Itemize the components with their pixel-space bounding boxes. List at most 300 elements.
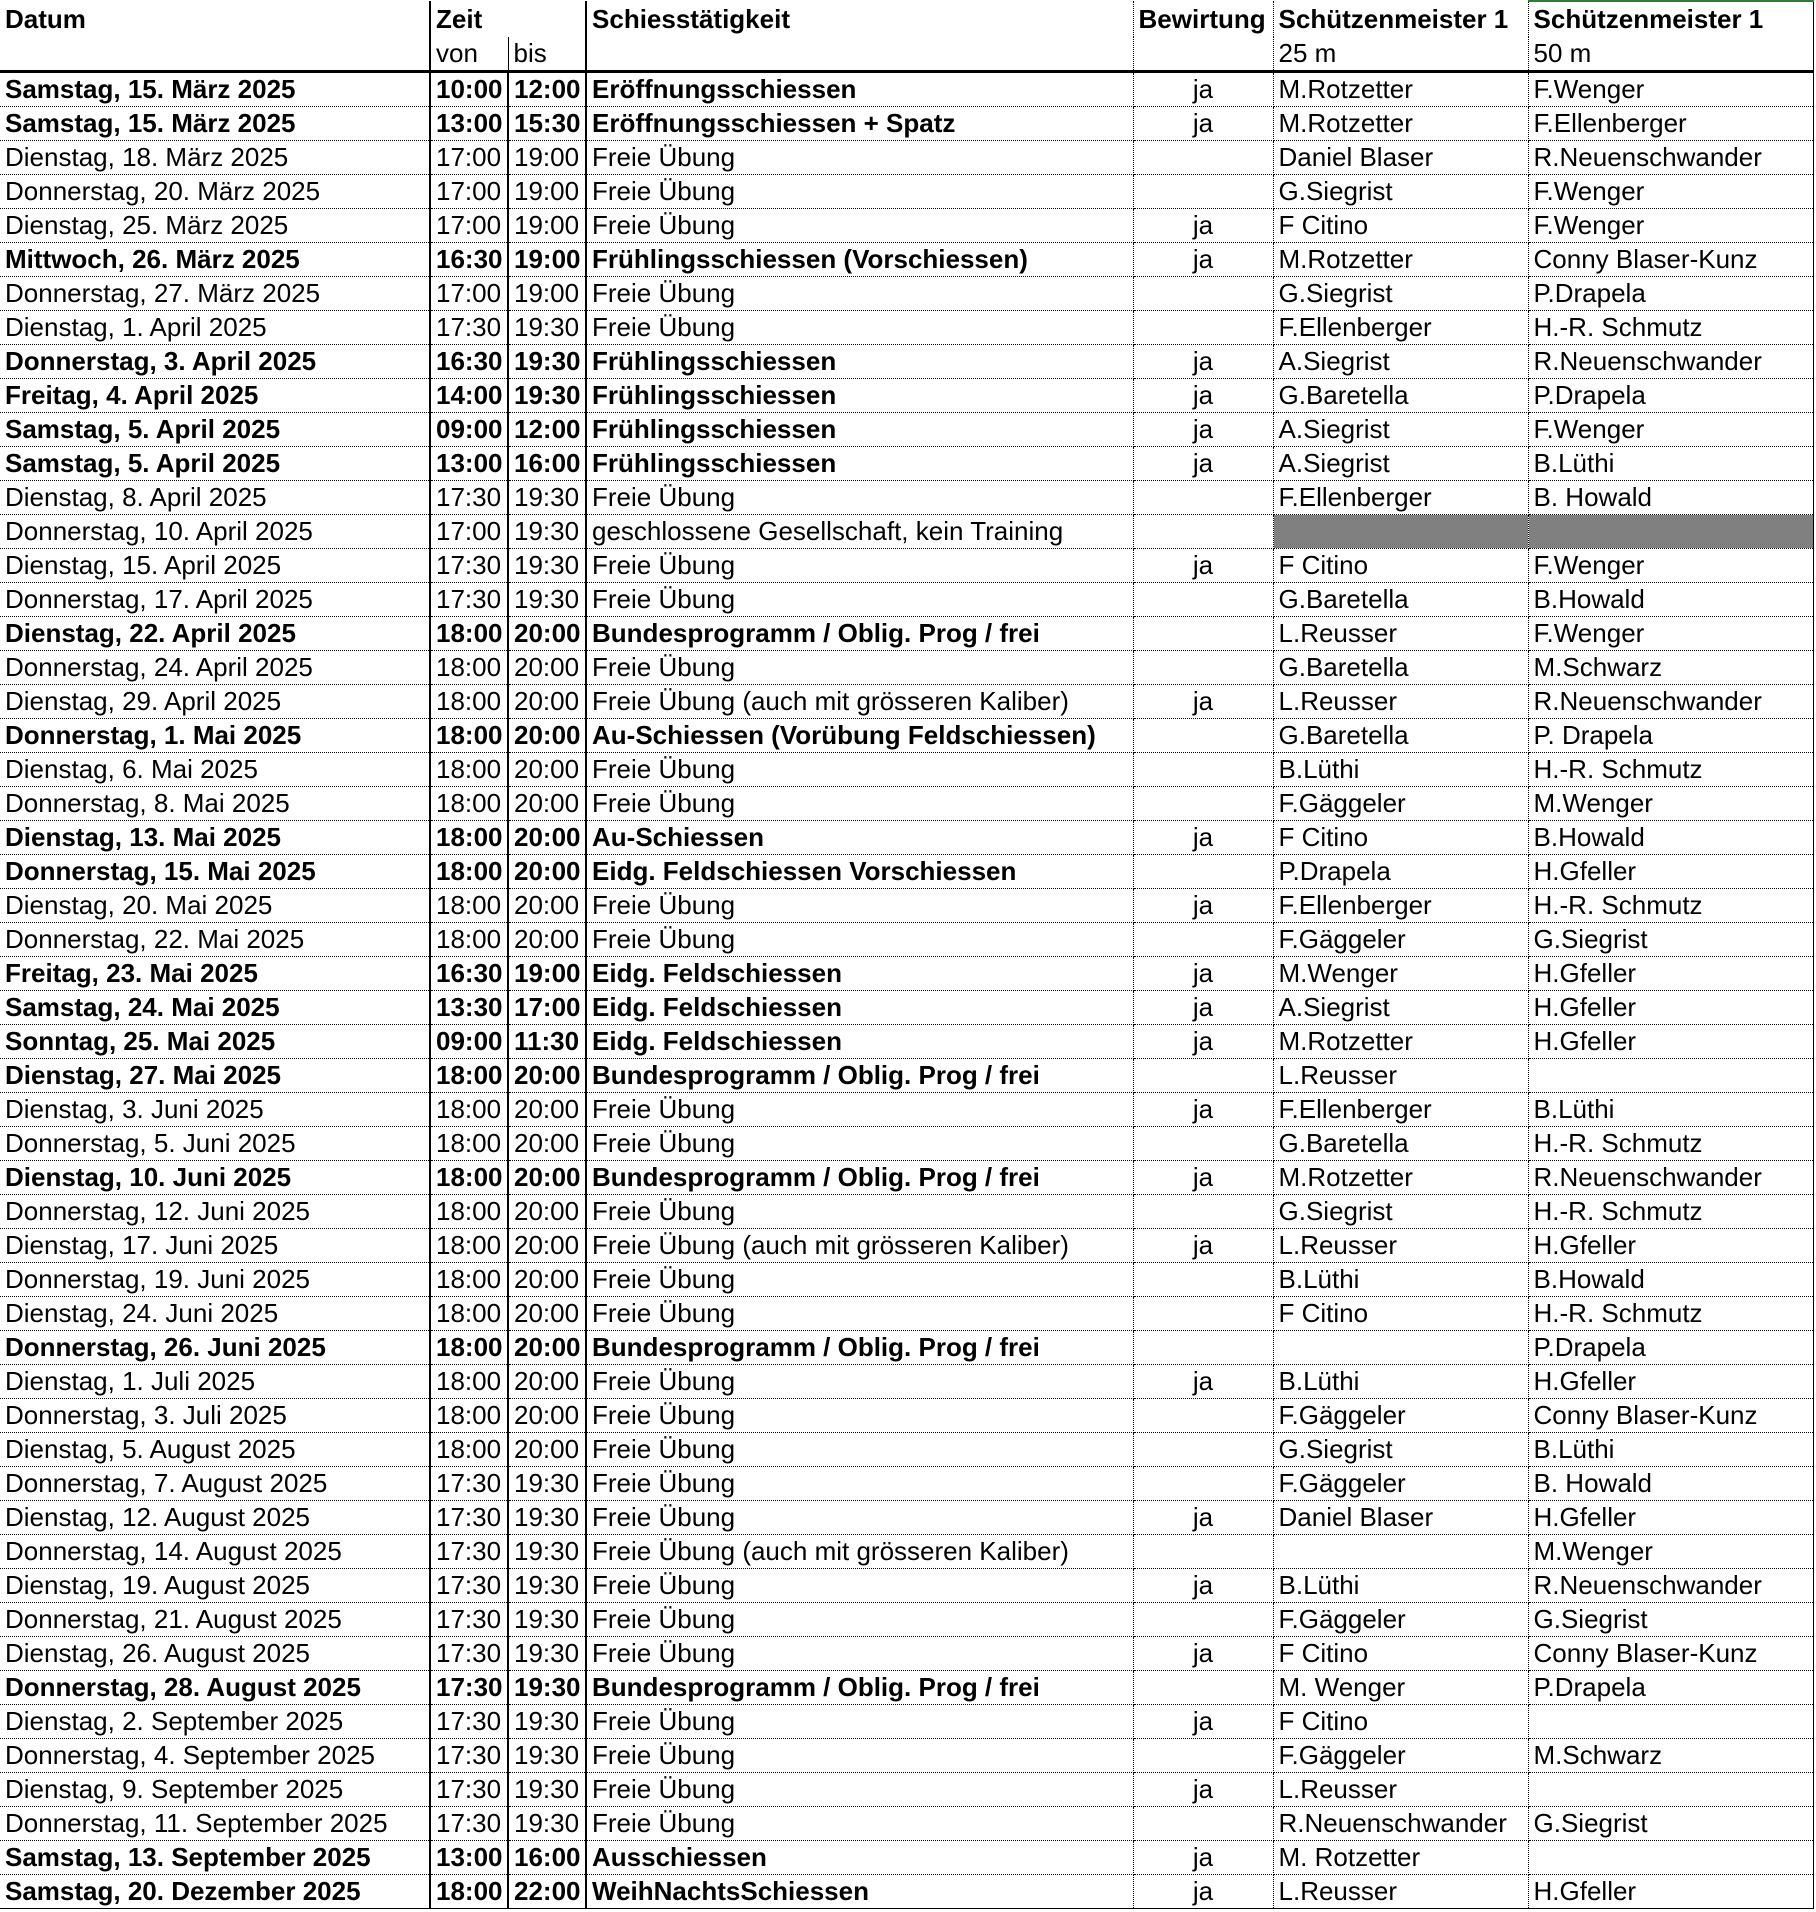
datum-cell[interactable]: Samstag, 5. April 2025	[0, 413, 430, 447]
schuetzenmeister-25m-cell[interactable]: G.Baretella	[1273, 1127, 1528, 1161]
bewirtung-cell[interactable]	[1133, 787, 1273, 821]
bewirtung-cell[interactable]	[1133, 1297, 1273, 1331]
end-time-cell[interactable]: 20:00	[508, 1127, 586, 1161]
activity-cell[interactable]: Freie Übung	[586, 1433, 1133, 1467]
activity-cell[interactable]: Freie Übung	[586, 651, 1133, 685]
end-time-cell[interactable]: 20:00	[508, 685, 586, 719]
activity-cell[interactable]: Freie Übung	[586, 1705, 1133, 1739]
schuetzenmeister-25m-cell[interactable]: L.Reusser	[1273, 1229, 1528, 1263]
bewirtung-cell[interactable]	[1133, 583, 1273, 617]
bewirtung-cell[interactable]: ja	[1133, 1705, 1273, 1739]
activity-cell[interactable]: Frühlingsschiessen	[586, 447, 1133, 481]
schuetzenmeister-25m-cell[interactable]: L.Reusser	[1273, 1875, 1528, 1909]
end-time-cell[interactable]: 19:30	[508, 311, 586, 345]
bewirtung-cell[interactable]: ja	[1133, 889, 1273, 923]
datum-cell[interactable]: Dienstag, 26. August 2025	[0, 1637, 430, 1671]
schuetzenmeister-50m-cell[interactable]: F.Wenger	[1528, 617, 1813, 651]
end-time-cell[interactable]: 19:30	[508, 1705, 586, 1739]
datum-cell[interactable]: Freitag, 4. April 2025	[0, 379, 430, 413]
start-time-cell[interactable]: 18:00	[430, 1875, 508, 1909]
schuetzenmeister-50m-cell[interactable]: B. Howald	[1528, 1467, 1813, 1501]
activity-cell[interactable]: Bundesprogramm / Oblig. Prog / frei	[586, 1059, 1133, 1093]
start-time-cell[interactable]: 17:00	[430, 277, 508, 311]
schuetzenmeister-25m-cell[interactable]: F.Gäggeler	[1273, 1603, 1528, 1637]
schuetzenmeister-50m-cell[interactable]: Conny Blaser-Kunz	[1528, 243, 1813, 277]
start-time-cell[interactable]: 18:00	[430, 1433, 508, 1467]
schuetzenmeister-25m-cell[interactable]: G.Siegrist	[1273, 1195, 1528, 1229]
datum-cell[interactable]: Donnerstag, 14. August 2025	[0, 1535, 430, 1569]
activity-cell[interactable]: WeihNachtsSchiessen	[586, 1875, 1133, 1909]
bewirtung-cell[interactable]	[1133, 1399, 1273, 1433]
bewirtung-cell[interactable]	[1133, 651, 1273, 685]
schuetzenmeister-25m-cell[interactable]: F.Ellenberger	[1273, 1093, 1528, 1127]
activity-cell[interactable]: Frühlingsschiessen	[586, 345, 1133, 379]
schuetzenmeister-25m-cell[interactable]: F Citino	[1273, 821, 1528, 855]
bewirtung-cell[interactable]	[1133, 311, 1273, 345]
schuetzenmeister-25m-cell[interactable]: A.Siegrist	[1273, 345, 1528, 379]
start-time-cell[interactable]: 16:30	[430, 345, 508, 379]
end-time-cell[interactable]: 19:30	[508, 1535, 586, 1569]
schuetzenmeister-25m-cell[interactable]: F Citino	[1273, 1297, 1528, 1331]
schuetzenmeister-50m-cell[interactable]: H.Gfeller	[1528, 1875, 1813, 1909]
activity-cell[interactable]: Ausschiessen	[586, 1841, 1133, 1875]
schuetzenmeister-25m-cell[interactable]	[1273, 515, 1528, 549]
end-time-cell[interactable]: 20:00	[508, 1399, 586, 1433]
schuetzenmeister-50m-cell[interactable]: F.Wenger	[1528, 413, 1813, 447]
bewirtung-cell[interactable]	[1133, 1739, 1273, 1773]
schuetzenmeister-25m-cell[interactable]: F.Gäggeler	[1273, 1467, 1528, 1501]
bewirtung-cell[interactable]: ja	[1133, 379, 1273, 413]
activity-cell[interactable]: Freie Übung	[586, 1365, 1133, 1399]
schuetzenmeister-25m-cell[interactable]: F.Gäggeler	[1273, 1739, 1528, 1773]
datum-cell[interactable]: Dienstag, 2. September 2025	[0, 1705, 430, 1739]
activity-cell[interactable]: Au-Schiessen	[586, 821, 1133, 855]
schuetzenmeister-25m-cell[interactable]: F Citino	[1273, 1637, 1528, 1671]
end-time-cell[interactable]: 19:30	[508, 1637, 586, 1671]
schuetzenmeister-25m-cell[interactable]: Daniel Blaser	[1273, 1501, 1528, 1535]
end-time-cell[interactable]: 20:00	[508, 651, 586, 685]
schuetzenmeister-50m-cell[interactable]	[1528, 1841, 1813, 1875]
activity-cell[interactable]: Freie Übung	[586, 549, 1133, 583]
start-time-cell[interactable]: 17:30	[430, 1501, 508, 1535]
bewirtung-cell[interactable]	[1133, 753, 1273, 787]
bewirtung-cell[interactable]	[1133, 515, 1273, 549]
schuetzenmeister-50m-cell[interactable]: G.Siegrist	[1528, 1603, 1813, 1637]
end-time-cell[interactable]: 20:00	[508, 1229, 586, 1263]
schuetzenmeister-50m-cell[interactable]	[1528, 1705, 1813, 1739]
header-datum[interactable]: Datum	[0, 1, 430, 37]
start-time-cell[interactable]: 18:00	[430, 1059, 508, 1093]
schuetzenmeister-25m-cell[interactable]: L.Reusser	[1273, 1773, 1528, 1807]
schuetzenmeister-50m-cell[interactable]: F.Wenger	[1528, 209, 1813, 243]
datum-cell[interactable]: Donnerstag, 28. August 2025	[0, 1671, 430, 1705]
end-time-cell[interactable]: 12:00	[508, 413, 586, 447]
end-time-cell[interactable]: 20:00	[508, 1331, 586, 1365]
subheader-bewirtung[interactable]	[1133, 37, 1273, 72]
schuetzenmeister-25m-cell[interactable]: F Citino	[1273, 209, 1528, 243]
start-time-cell[interactable]: 18:00	[430, 617, 508, 651]
datum-cell[interactable]: Samstag, 15. März 2025	[0, 107, 430, 141]
start-time-cell[interactable]: 17:30	[430, 549, 508, 583]
bewirtung-cell[interactable]: ja	[1133, 1229, 1273, 1263]
schuetzenmeister-50m-cell[interactable]: R.Neuenschwander	[1528, 1569, 1813, 1603]
schuetzenmeister-25m-cell[interactable]: A.Siegrist	[1273, 447, 1528, 481]
schuetzenmeister-50m-cell[interactable]	[1528, 515, 1813, 549]
start-time-cell[interactable]: 18:00	[430, 1195, 508, 1229]
schuetzenmeister-25m-cell[interactable]: M.Rotzetter	[1273, 1025, 1528, 1059]
datum-cell[interactable]: Freitag, 23. Mai 2025	[0, 957, 430, 991]
schuetzenmeister-50m-cell[interactable]: R.Neuenschwander	[1528, 685, 1813, 719]
schuetzenmeister-25m-cell[interactable]: B.Lüthi	[1273, 753, 1528, 787]
bewirtung-cell[interactable]: ja	[1133, 1501, 1273, 1535]
datum-cell[interactable]: Donnerstag, 4. September 2025	[0, 1739, 430, 1773]
activity-cell[interactable]: Eidg. Feldschiessen Vorschiessen	[586, 855, 1133, 889]
activity-cell[interactable]: Freie Übung	[586, 175, 1133, 209]
activity-cell[interactable]: geschlossene Gesellschaft, kein Training	[586, 515, 1133, 549]
start-time-cell[interactable]: 17:30	[430, 583, 508, 617]
schuetzenmeister-25m-cell[interactable]: F.Ellenberger	[1273, 311, 1528, 345]
bewirtung-cell[interactable]	[1133, 1467, 1273, 1501]
datum-cell[interactable]: Donnerstag, 24. April 2025	[0, 651, 430, 685]
datum-cell[interactable]: Dienstag, 3. Juni 2025	[0, 1093, 430, 1127]
end-time-cell[interactable]: 19:00	[508, 243, 586, 277]
schuetzenmeister-50m-cell[interactable]: H.Gfeller	[1528, 957, 1813, 991]
datum-cell[interactable]: Dienstag, 29. April 2025	[0, 685, 430, 719]
datum-cell[interactable]: Dienstag, 13. Mai 2025	[0, 821, 430, 855]
bewirtung-cell[interactable]	[1133, 277, 1273, 311]
activity-cell[interactable]: Freie Übung	[586, 1773, 1133, 1807]
end-time-cell[interactable]: 20:00	[508, 1059, 586, 1093]
activity-cell[interactable]: Freie Übung	[586, 1093, 1133, 1127]
end-time-cell[interactable]: 19:00	[508, 175, 586, 209]
schuetzenmeister-50m-cell[interactable]: M.Schwarz	[1528, 1739, 1813, 1773]
schuetzenmeister-50m-cell[interactable]: H.-R. Schmutz	[1528, 311, 1813, 345]
datum-cell[interactable]: Donnerstag, 19. Juni 2025	[0, 1263, 430, 1297]
start-time-cell[interactable]: 18:00	[430, 685, 508, 719]
bewirtung-cell[interactable]: ja	[1133, 1093, 1273, 1127]
datum-cell[interactable]: Donnerstag, 21. August 2025	[0, 1603, 430, 1637]
schuetzenmeister-25m-cell[interactable]	[1273, 1535, 1528, 1569]
end-time-cell[interactable]: 19:30	[508, 1671, 586, 1705]
end-time-cell[interactable]: 22:00	[508, 1875, 586, 1909]
bewirtung-cell[interactable]: ja	[1133, 1841, 1273, 1875]
end-time-cell[interactable]: 19:00	[508, 277, 586, 311]
schuetzenmeister-25m-cell[interactable]: G.Baretella	[1273, 719, 1528, 753]
schuetzenmeister-50m-cell[interactable]: H.Gfeller	[1528, 855, 1813, 889]
end-time-cell[interactable]: 20:00	[508, 753, 586, 787]
end-time-cell[interactable]: 20:00	[508, 923, 586, 957]
activity-cell[interactable]: Freie Übung	[586, 787, 1133, 821]
header-sm1-50[interactable]: Schützenmeister 1	[1528, 1, 1813, 37]
bewirtung-cell[interactable]	[1133, 1059, 1273, 1093]
start-time-cell[interactable]: 16:30	[430, 243, 508, 277]
end-time-cell[interactable]: 17:00	[508, 991, 586, 1025]
end-time-cell[interactable]: 20:00	[508, 1263, 586, 1297]
start-time-cell[interactable]: 17:30	[430, 1603, 508, 1637]
datum-cell[interactable]: Dienstag, 20. Mai 2025	[0, 889, 430, 923]
bewirtung-cell[interactable]: ja	[1133, 345, 1273, 379]
end-time-cell[interactable]: 19:30	[508, 345, 586, 379]
header-bewirtung[interactable]: Bewirtung	[1133, 1, 1273, 37]
activity-cell[interactable]: Bundesprogramm / Oblig. Prog / frei	[586, 1671, 1133, 1705]
end-time-cell[interactable]: 19:30	[508, 549, 586, 583]
schuetzenmeister-50m-cell[interactable]: H.Gfeller	[1528, 991, 1813, 1025]
header-bis[interactable]: bis	[508, 37, 586, 72]
start-time-cell[interactable]: 18:00	[430, 651, 508, 685]
start-time-cell[interactable]: 18:00	[430, 787, 508, 821]
activity-cell[interactable]: Frühlingsschiessen	[586, 413, 1133, 447]
start-time-cell[interactable]: 18:00	[430, 1161, 508, 1195]
activity-cell[interactable]: Freie Übung	[586, 1263, 1133, 1297]
schuetzenmeister-50m-cell[interactable]: Conny Blaser-Kunz	[1528, 1399, 1813, 1433]
header-sm1-25-sub[interactable]: 25 m	[1273, 37, 1528, 72]
bewirtung-cell[interactable]: ja	[1133, 1025, 1273, 1059]
schuetzenmeister-50m-cell[interactable]: H.Gfeller	[1528, 1229, 1813, 1263]
end-time-cell[interactable]: 19:30	[508, 1569, 586, 1603]
schuetzenmeister-50m-cell[interactable]: R.Neuenschwander	[1528, 141, 1813, 175]
datum-cell[interactable]: Dienstag, 1. April 2025	[0, 311, 430, 345]
datum-cell[interactable]: Samstag, 24. Mai 2025	[0, 991, 430, 1025]
end-time-cell[interactable]: 20:00	[508, 787, 586, 821]
start-time-cell[interactable]: 17:30	[430, 1705, 508, 1739]
start-time-cell[interactable]: 18:00	[430, 1093, 508, 1127]
activity-cell[interactable]: Freie Übung	[586, 311, 1133, 345]
header-zeit[interactable]: Zeit	[430, 1, 586, 37]
schuetzenmeister-25m-cell[interactable]: M.Rotzetter	[1273, 72, 1528, 107]
activity-cell[interactable]: Freie Übung	[586, 1467, 1133, 1501]
end-time-cell[interactable]: 19:30	[508, 1603, 586, 1637]
datum-cell[interactable]: Donnerstag, 8. Mai 2025	[0, 787, 430, 821]
schuetzenmeister-25m-cell[interactable]: M.Rotzetter	[1273, 107, 1528, 141]
schuetzenmeister-50m-cell[interactable]: G.Siegrist	[1528, 1807, 1813, 1841]
schuetzenmeister-50m-cell[interactable]: H.-R. Schmutz	[1528, 889, 1813, 923]
bewirtung-cell[interactable]: ja	[1133, 1161, 1273, 1195]
end-time-cell[interactable]: 16:00	[508, 1841, 586, 1875]
bewirtung-cell[interactable]: ja	[1133, 413, 1273, 447]
schuetzenmeister-50m-cell[interactable]: P.Drapela	[1528, 1331, 1813, 1365]
activity-cell[interactable]: Au-Schiessen (Vorübung Feldschiessen)	[586, 719, 1133, 753]
start-time-cell[interactable]: 17:30	[430, 1637, 508, 1671]
activity-cell[interactable]: Freie Übung	[586, 923, 1133, 957]
start-time-cell[interactable]: 18:00	[430, 923, 508, 957]
bewirtung-cell[interactable]	[1133, 719, 1273, 753]
schuetzenmeister-50m-cell[interactable]: B.Lüthi	[1528, 1093, 1813, 1127]
bewirtung-cell[interactable]: ja	[1133, 991, 1273, 1025]
start-time-cell[interactable]: 17:30	[430, 1535, 508, 1569]
datum-cell[interactable]: Donnerstag, 17. April 2025	[0, 583, 430, 617]
datum-cell[interactable]: Samstag, 15. März 2025	[0, 72, 430, 107]
datum-cell[interactable]: Donnerstag, 26. Juni 2025	[0, 1331, 430, 1365]
activity-cell[interactable]: Eröffnungsschiessen	[586, 72, 1133, 107]
bewirtung-cell[interactable]	[1133, 1807, 1273, 1841]
start-time-cell[interactable]: 17:30	[430, 1671, 508, 1705]
datum-cell[interactable]: Dienstag, 24. Juni 2025	[0, 1297, 430, 1331]
datum-cell[interactable]: Donnerstag, 22. Mai 2025	[0, 923, 430, 957]
schuetzenmeister-25m-cell[interactable]: A.Siegrist	[1273, 991, 1528, 1025]
bewirtung-cell[interactable]: ja	[1133, 447, 1273, 481]
bewirtung-cell[interactable]: ja	[1133, 72, 1273, 107]
schuetzenmeister-25m-cell[interactable]: M. Wenger	[1273, 1671, 1528, 1705]
start-time-cell[interactable]: 17:00	[430, 141, 508, 175]
datum-cell[interactable]: Dienstag, 19. August 2025	[0, 1569, 430, 1603]
schuetzenmeister-50m-cell[interactable]: F.Wenger	[1528, 175, 1813, 209]
activity-cell[interactable]: Eidg. Feldschiessen	[586, 957, 1133, 991]
datum-cell[interactable]: Donnerstag, 3. Juli 2025	[0, 1399, 430, 1433]
activity-cell[interactable]: Bundesprogramm / Oblig. Prog / frei	[586, 1161, 1133, 1195]
schuetzenmeister-50m-cell[interactable]: H.Gfeller	[1528, 1501, 1813, 1535]
start-time-cell[interactable]: 17:00	[430, 175, 508, 209]
subheader-activity[interactable]	[586, 37, 1133, 72]
activity-cell[interactable]: Freie Übung	[586, 277, 1133, 311]
subheader-datum[interactable]	[0, 37, 430, 72]
end-time-cell[interactable]: 20:00	[508, 1297, 586, 1331]
end-time-cell[interactable]: 20:00	[508, 1093, 586, 1127]
bewirtung-cell[interactable]: ja	[1133, 549, 1273, 583]
end-time-cell[interactable]: 19:30	[508, 481, 586, 515]
datum-cell[interactable]: Dienstag, 17. Juni 2025	[0, 1229, 430, 1263]
schuetzenmeister-50m-cell[interactable]: M.Wenger	[1528, 787, 1813, 821]
schuetzenmeister-25m-cell[interactable]: G.Baretella	[1273, 379, 1528, 413]
datum-cell[interactable]: Dienstag, 8. April 2025	[0, 481, 430, 515]
bewirtung-cell[interactable]	[1133, 1671, 1273, 1705]
start-time-cell[interactable]: 13:00	[430, 107, 508, 141]
start-time-cell[interactable]: 17:00	[430, 209, 508, 243]
start-time-cell[interactable]: 18:00	[430, 855, 508, 889]
end-time-cell[interactable]: 19:30	[508, 1501, 586, 1535]
bewirtung-cell[interactable]: ja	[1133, 107, 1273, 141]
schuetzenmeister-25m-cell[interactable]: F.Ellenberger	[1273, 889, 1528, 923]
activity-cell[interactable]: Freie Übung	[586, 141, 1133, 175]
schuetzenmeister-50m-cell[interactable]: B.Lüthi	[1528, 447, 1813, 481]
datum-cell[interactable]: Sonntag, 25. Mai 2025	[0, 1025, 430, 1059]
start-time-cell[interactable]: 16:30	[430, 957, 508, 991]
start-time-cell[interactable]: 18:00	[430, 1127, 508, 1161]
end-time-cell[interactable]: 19:00	[508, 209, 586, 243]
schuetzenmeister-50m-cell[interactable]: P. Drapela	[1528, 719, 1813, 753]
schuetzenmeister-25m-cell[interactable]: G.Siegrist	[1273, 1433, 1528, 1467]
schuetzenmeister-25m-cell[interactable]: F.Gäggeler	[1273, 923, 1528, 957]
end-time-cell[interactable]: 19:00	[508, 141, 586, 175]
schuetzenmeister-25m-cell[interactable]: F.Gäggeler	[1273, 787, 1528, 821]
bewirtung-cell[interactable]: ja	[1133, 821, 1273, 855]
activity-cell[interactable]: Frühlingsschiessen	[586, 379, 1133, 413]
start-time-cell[interactable]: 18:00	[430, 1365, 508, 1399]
schuetzenmeister-25m-cell[interactable]: P.Drapela	[1273, 855, 1528, 889]
activity-cell[interactable]: Bundesprogramm / Oblig. Prog / frei	[586, 617, 1133, 651]
activity-cell[interactable]: Freie Übung	[586, 1807, 1133, 1841]
datum-cell[interactable]: Dienstag, 12. August 2025	[0, 1501, 430, 1535]
bewirtung-cell[interactable]	[1133, 1195, 1273, 1229]
datum-cell[interactable]: Samstag, 13. September 2025	[0, 1841, 430, 1875]
activity-cell[interactable]: Eidg. Feldschiessen	[586, 991, 1133, 1025]
schuetzenmeister-50m-cell[interactable]: M.Wenger	[1528, 1535, 1813, 1569]
start-time-cell[interactable]: 17:30	[430, 1569, 508, 1603]
activity-cell[interactable]: Freie Übung	[586, 209, 1133, 243]
bewirtung-cell[interactable]	[1133, 141, 1273, 175]
schuetzenmeister-50m-cell[interactable]: P.Drapela	[1528, 1671, 1813, 1705]
datum-cell[interactable]: Donnerstag, 7. August 2025	[0, 1467, 430, 1501]
schuetzenmeister-25m-cell[interactable]: G.Siegrist	[1273, 175, 1528, 209]
activity-cell[interactable]: Freie Übung	[586, 583, 1133, 617]
header-von[interactable]: von	[430, 37, 508, 72]
end-time-cell[interactable]: 20:00	[508, 821, 586, 855]
start-time-cell[interactable]: 17:30	[430, 1467, 508, 1501]
datum-cell[interactable]: Donnerstag, 10. April 2025	[0, 515, 430, 549]
activity-cell[interactable]: Freie Übung	[586, 1501, 1133, 1535]
start-time-cell[interactable]: 17:30	[430, 1807, 508, 1841]
bewirtung-cell[interactable]	[1133, 1331, 1273, 1365]
activity-cell[interactable]: Eidg. Feldschiessen	[586, 1025, 1133, 1059]
start-time-cell[interactable]: 13:30	[430, 991, 508, 1025]
bewirtung-cell[interactable]	[1133, 1127, 1273, 1161]
schuetzenmeister-25m-cell[interactable]: F.Gäggeler	[1273, 1399, 1528, 1433]
start-time-cell[interactable]: 18:00	[430, 1331, 508, 1365]
schuetzenmeister-50m-cell[interactable]: F.Wenger	[1528, 72, 1813, 107]
schuetzenmeister-25m-cell[interactable]: M.Rotzetter	[1273, 243, 1528, 277]
schuetzenmeister-50m-cell[interactable]: F.Ellenberger	[1528, 107, 1813, 141]
datum-cell[interactable]: Dienstag, 15. April 2025	[0, 549, 430, 583]
datum-cell[interactable]: Donnerstag, 27. März 2025	[0, 277, 430, 311]
end-time-cell[interactable]: 20:00	[508, 1161, 586, 1195]
schuetzenmeister-50m-cell[interactable]: B.Howald	[1528, 1263, 1813, 1297]
end-time-cell[interactable]: 19:30	[508, 379, 586, 413]
bewirtung-cell[interactable]: ja	[1133, 1875, 1273, 1909]
end-time-cell[interactable]: 20:00	[508, 855, 586, 889]
datum-cell[interactable]: Donnerstag, 11. September 2025	[0, 1807, 430, 1841]
datum-cell[interactable]: Dienstag, 6. Mai 2025	[0, 753, 430, 787]
datum-cell[interactable]: Donnerstag, 3. April 2025	[0, 345, 430, 379]
activity-cell[interactable]: Freie Übung (auch mit grösseren Kaliber)	[586, 1229, 1133, 1263]
schuetzenmeister-50m-cell[interactable]: G.Siegrist	[1528, 923, 1813, 957]
schuetzenmeister-25m-cell[interactable]: G.Siegrist	[1273, 277, 1528, 311]
schuetzenmeister-25m-cell[interactable]: B.Lüthi	[1273, 1365, 1528, 1399]
activity-cell[interactable]: Freie Übung	[586, 753, 1133, 787]
activity-cell[interactable]: Freie Übung	[586, 1195, 1133, 1229]
start-time-cell[interactable]: 18:00	[430, 1263, 508, 1297]
schuetzenmeister-25m-cell[interactable]	[1273, 1331, 1528, 1365]
header-sm1-50-sub[interactable]: 50 m	[1528, 37, 1813, 72]
header-activity[interactable]: Schiesstätigkeit	[586, 1, 1133, 37]
activity-cell[interactable]: Freie Übung	[586, 1297, 1133, 1331]
end-time-cell[interactable]: 19:30	[508, 1467, 586, 1501]
bewirtung-cell[interactable]: ja	[1133, 1637, 1273, 1671]
start-time-cell[interactable]: 09:00	[430, 1025, 508, 1059]
schuetzenmeister-50m-cell[interactable]: P.Drapela	[1528, 379, 1813, 413]
datum-cell[interactable]: Donnerstag, 15. Mai 2025	[0, 855, 430, 889]
datum-cell[interactable]: Donnerstag, 5. Juni 2025	[0, 1127, 430, 1161]
activity-cell[interactable]: Freie Übung	[586, 1739, 1133, 1773]
start-time-cell[interactable]: 09:00	[430, 413, 508, 447]
start-time-cell[interactable]: 17:00	[430, 515, 508, 549]
header-sm1-25[interactable]: Schützenmeister 1	[1273, 1, 1528, 37]
activity-cell[interactable]: Freie Übung	[586, 1399, 1133, 1433]
schuetzenmeister-25m-cell[interactable]: F Citino	[1273, 1705, 1528, 1739]
schuetzenmeister-25m-cell[interactable]: M.Wenger	[1273, 957, 1528, 991]
schuetzenmeister-25m-cell[interactable]: L.Reusser	[1273, 617, 1528, 651]
activity-cell[interactable]: Frühlingsschiessen (Vorschiessen)	[586, 243, 1133, 277]
schuetzenmeister-25m-cell[interactable]: G.Baretella	[1273, 583, 1528, 617]
datum-cell[interactable]: Samstag, 20. Dezember 2025	[0, 1875, 430, 1909]
schuetzenmeister-50m-cell[interactable]: P.Drapela	[1528, 277, 1813, 311]
start-time-cell[interactable]: 18:00	[430, 1229, 508, 1263]
end-time-cell[interactable]: 16:00	[508, 447, 586, 481]
end-time-cell[interactable]: 19:30	[508, 1739, 586, 1773]
schuetzenmeister-25m-cell[interactable]: F.Ellenberger	[1273, 481, 1528, 515]
schuetzenmeister-25m-cell[interactable]: B.Lüthi	[1273, 1263, 1528, 1297]
schuetzenmeister-50m-cell[interactable]: Conny Blaser-Kunz	[1528, 1637, 1813, 1671]
schuetzenmeister-25m-cell[interactable]: M.Rotzetter	[1273, 1161, 1528, 1195]
datum-cell[interactable]: Dienstag, 25. März 2025	[0, 209, 430, 243]
